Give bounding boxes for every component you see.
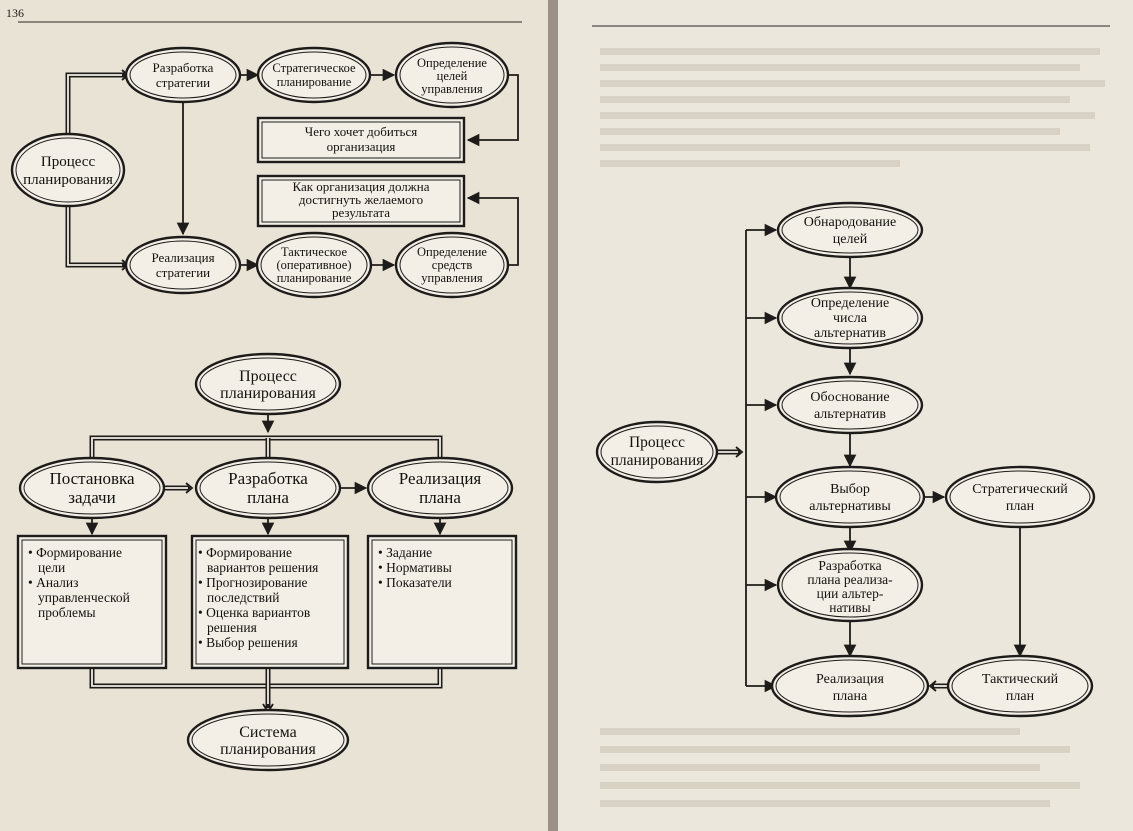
node-means-definition bbox=[396, 233, 508, 297]
node-task-setting bbox=[20, 458, 164, 518]
svg-text:средств: средств bbox=[431, 258, 473, 272]
svg-text:Тактическое: Тактическое bbox=[280, 245, 348, 259]
svg-text:Чего хочет добиться: Чего хочет добиться bbox=[304, 124, 418, 139]
svg-text:Процесс: Процесс bbox=[628, 434, 686, 451]
svg-text:целей: целей bbox=[436, 69, 468, 83]
node-how-org bbox=[258, 176, 464, 226]
svg-text:плана реализа-: плана реализа- bbox=[807, 572, 893, 587]
node-process-planning-3 bbox=[597, 422, 717, 482]
svg-text:Разработка: Разработка bbox=[818, 558, 882, 573]
svg-text:(оперативное): (оперативное) bbox=[276, 258, 352, 272]
page-number: 136 bbox=[6, 6, 24, 20]
svg-text:Определение: Определение bbox=[417, 56, 487, 70]
node-plan-dev bbox=[196, 458, 340, 518]
svg-text:целей: целей bbox=[832, 232, 868, 247]
svg-text:организация: организация bbox=[326, 139, 396, 154]
node-dev-strategy bbox=[126, 48, 240, 102]
node-tactical-planning bbox=[257, 233, 371, 297]
svg-text:Тактический: Тактический bbox=[981, 672, 1059, 687]
node-process-planning-2 bbox=[196, 354, 340, 414]
svg-text:планирования: планирования bbox=[220, 385, 316, 402]
node-planning-system bbox=[188, 710, 348, 770]
svg-text:планирования: планирования bbox=[220, 741, 316, 758]
svg-text:Выбор: Выбор bbox=[830, 482, 870, 497]
node-define-alternatives bbox=[778, 288, 922, 348]
svg-text:плана: плана bbox=[832, 689, 868, 704]
svg-text:достигнуть желаемого: достигнуть желаемого bbox=[298, 192, 424, 207]
svg-text:управления: управления bbox=[421, 271, 483, 285]
svg-text:планирование: планирование bbox=[276, 75, 352, 89]
node-org-wants bbox=[258, 118, 464, 162]
svg-text:Определение: Определение bbox=[810, 296, 890, 311]
svg-text:планирование: планирование bbox=[276, 271, 352, 285]
svg-text:Определение: Определение bbox=[417, 245, 487, 259]
node-plan-impl bbox=[368, 458, 512, 518]
svg-text:Реализация: Реализация bbox=[151, 250, 215, 265]
svg-text:• Формирование цели: • Формирование цели • Анализ управленческой проблемы bbox=[28, 545, 130, 620]
node-tactical-plan bbox=[948, 656, 1092, 716]
svg-text:план: план bbox=[1005, 499, 1035, 514]
svg-text:Разработка: Разработка bbox=[152, 60, 214, 75]
node-strategic-plan bbox=[946, 467, 1094, 527]
svg-text:задачи: задачи bbox=[68, 488, 116, 507]
svg-text:результата: результата bbox=[331, 205, 391, 220]
svg-text:Процесс: Процесс bbox=[40, 154, 96, 170]
svg-text:числа: числа bbox=[833, 311, 867, 326]
svg-text:план: план bbox=[1005, 689, 1035, 704]
svg-text:Обнародование: Обнародование bbox=[803, 215, 897, 230]
node-plan-impl-3 bbox=[772, 656, 928, 716]
node-publish-goals bbox=[778, 203, 922, 257]
svg-text:Процесс: Процесс bbox=[239, 368, 297, 385]
node-process-planning-1 bbox=[12, 134, 124, 206]
svg-text:Стратегический: Стратегический bbox=[972, 482, 1068, 497]
svg-text:стратегии: стратегии bbox=[155, 75, 211, 90]
svg-text:Стратегическое: Стратегическое bbox=[272, 61, 356, 75]
svg-text:плана: плана bbox=[419, 488, 461, 507]
svg-text:альтернатив: альтернатив bbox=[813, 326, 887, 341]
node-goal-definition bbox=[396, 43, 508, 107]
box-task-items bbox=[18, 536, 166, 668]
svg-text:альтернативы: альтернативы bbox=[809, 499, 891, 514]
node-develop-impl-plan bbox=[778, 549, 922, 621]
svg-text:Обоснование: Обоснование bbox=[810, 390, 890, 405]
svg-text:Постановка: Постановка bbox=[49, 469, 135, 488]
svg-text:альтернатив: альтернатив bbox=[813, 407, 887, 422]
svg-text:Реализация: Реализация bbox=[816, 672, 884, 687]
svg-text:планирования: планирования bbox=[610, 452, 704, 469]
box-impl-items bbox=[368, 536, 516, 668]
svg-text:планирования: планирования bbox=[23, 172, 113, 188]
node-choose-alternative bbox=[776, 467, 924, 527]
svg-text:Реализация: Реализация bbox=[398, 469, 482, 488]
node-strategic-planning bbox=[258, 48, 370, 102]
svg-text:нативы: нативы bbox=[829, 600, 871, 615]
svg-text:Разработка: Разработка bbox=[228, 469, 308, 488]
node-justify-alternatives bbox=[778, 377, 922, 433]
node-impl-strategy bbox=[126, 237, 240, 293]
svg-text:Система: Система bbox=[239, 724, 297, 741]
svg-text:Как организация должна: Как организация должна bbox=[292, 179, 430, 194]
svg-text:управления: управления bbox=[421, 82, 483, 96]
svg-text:плана: плана bbox=[247, 488, 289, 507]
svg-text:• Формирование вариант: • Формирование вариантов решения • Прогнозирование последствий • Оценка вариантов решения • Выбор решения bbox=[198, 545, 319, 650]
svg-text:стратегии: стратегии bbox=[155, 265, 211, 280]
svg-text:• Задание • Нормативы: • Задание • Нормативы • Показатели bbox=[378, 545, 452, 590]
box-plan-items bbox=[192, 536, 348, 668]
svg-text:ции альтер-: ции альтер- bbox=[816, 586, 884, 601]
